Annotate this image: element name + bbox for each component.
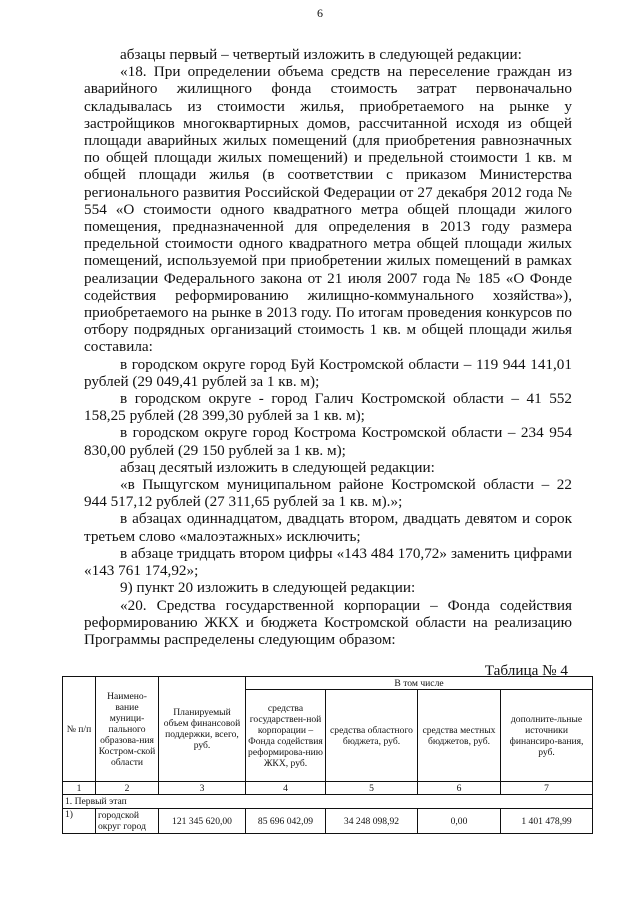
- row-local: 0,00: [418, 809, 501, 834]
- paragraph-4: в городском округе - город Галич Костромской области – 41 552 158,25 рублей (28 399,30 рублей за 1 кв. м);: [84, 390, 572, 425]
- header-including: В том числе: [246, 677, 593, 690]
- header-regional: средства областного бюджета, руб.: [326, 690, 418, 782]
- header-municipality: Наимено-вание муници-пального образова-ния Костром-ской области: [96, 677, 159, 782]
- row-num: 1): [63, 809, 96, 834]
- funding-table: [62, 676, 593, 834]
- column-number-row: [63, 782, 593, 795]
- row-regional: 34 248 098,92: [326, 809, 418, 834]
- header-planned-total: Планируемый объем финансовой поддержки, всего, руб.: [159, 677, 246, 782]
- stage-label: 1. Первый этап: [63, 795, 593, 809]
- table-caption: Таблица № 4: [484, 662, 568, 679]
- paragraph-9: в абзаце тридцать втором цифры «143 484 170,72» заменить цифрами «143 761 174,92»;: [84, 544, 572, 580]
- column-number: 5: [326, 782, 418, 795]
- paragraph-6: абзац десятый изложить в следующей редакции:: [120, 458, 435, 476]
- header-extra: дополните-льные источники финансиро-вания, руб.: [501, 690, 593, 782]
- column-number: 3: [159, 782, 246, 795]
- header-local: средства местных бюджетов, руб.: [418, 690, 501, 782]
- column-number: 7: [501, 782, 593, 795]
- row-extra: 1 401 478,99: [501, 809, 593, 834]
- row-municipality: городской округ город: [96, 809, 159, 834]
- paragraph-8: в абзацах одиннадцатом, двадцать втором, двадцать девятом и сорок третьем слово «малоэтажных» исключить;: [84, 510, 572, 545]
- column-number: 1: [63, 782, 96, 795]
- row-fund: 85 696 042,09: [246, 809, 326, 834]
- paragraph-7: «в Пыщугском муниципальном районе Костромской области – 22 944 517,12 рублей (27 311,65 рублей за 1 кв. м).»;: [84, 476, 572, 511]
- paragraph-3: в городском округе город Буй Костромской области – 119 944 141,01 рублей (29 049,41 рублей за 1 кв. м);: [84, 355, 572, 390]
- header-fund: средства государствен-ной корпорации – Фонда содействия реформирова-нию ЖКХ, руб.: [246, 690, 326, 782]
- paragraph-11: «20. Средства государственной корпорации – Фонда содействия реформированию ЖКХ и бюджета Костромской области на реализацию Программы распределены следующим образом:: [84, 596, 572, 648]
- column-number: 6: [418, 782, 501, 795]
- document-body: [84, 46, 572, 648]
- paragraph-10: 9) пункт 20 изложить в следующей редакции:: [120, 579, 416, 597]
- paragraph-2: «18. При определении объема средств на переселение граждан из аварийного жилищного фонда стоимость затрат первоначально складывалась из стоимости жилья, приобретаемого на рынке у застройщиков многоквартирных домов, рассчитанной исходя из общей площади аварийных жилых помещений (для приобретения равнозначных по общей площади жилых помещений) и предельной стоимости 1 кв. м общей площади жилья (в соответствии с приказом Министерства регионального развития Российской Федерации от 27 декабря 2012 года № 554 «О стоимости одного квадратного метра общей площади жилого помещения, предназначенной для определения в 2013 году размера предельной стоимости одного квадратного метра общей площади жилых помещений, используемой при приобретении жилых помещений в рамках реализации Федерального закона от 21 июля 2007 года № 185 «О Фонде содействия реформированию жилищно-коммунального хозяйства»), приобретаемого на рынке в 2013 году. По итогам проведения конкурсов по отбору подрядных организаций стоимость 1 кв. м общей площади жилья составила:: [84, 63, 572, 356]
- header-num: № п/п: [63, 677, 96, 782]
- column-number: 4: [246, 782, 326, 795]
- row-planned-total: 121 345 620,00: [159, 809, 246, 834]
- column-number: 2: [96, 782, 159, 795]
- stage-row: [63, 795, 593, 809]
- paragraph-5: в городском округе город Кострома Костромской области – 234 954 830,00 рублей (29 150 рублей за 1 кв. м);: [84, 424, 572, 459]
- table-header-row-1: [63, 677, 593, 690]
- page-number: 6: [317, 6, 323, 20]
- paragraph-1: абзацы первый – четвертый изложить в следующей редакции:: [120, 46, 522, 63]
- table-row: [63, 809, 593, 834]
